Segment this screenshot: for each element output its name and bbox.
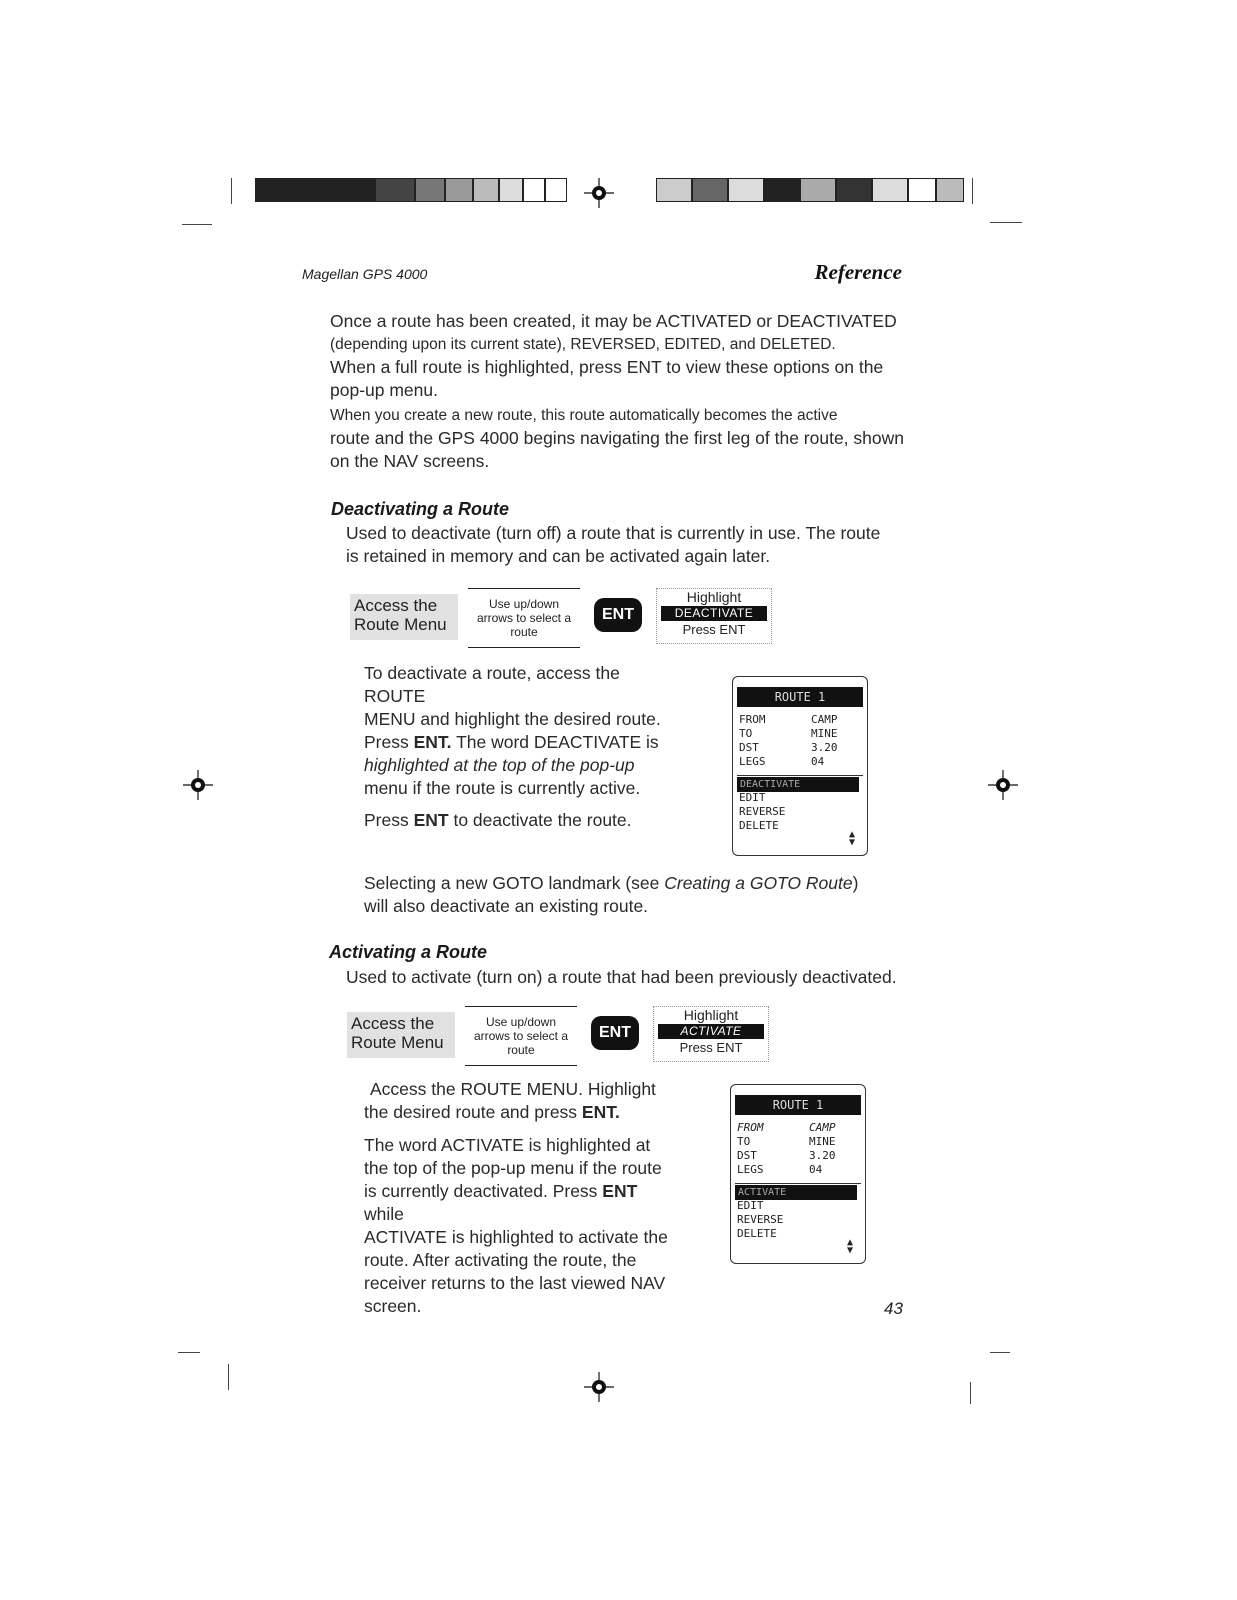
row-label: LEGS [737,1163,764,1176]
text-line: Used to deactivate (turn off) a route that is currently in use. The route [346,523,881,543]
text-line: The word ACTIVATE is highlighted at [364,1135,651,1155]
gps-screen-deactivate [732,676,868,856]
text-run: ENT. [581,1102,620,1122]
text-line: Highlight [686,589,742,605]
deactivate-procedure-diagram [350,588,780,648]
row-value: CAMP [811,713,838,726]
text-line: route [510,625,538,639]
text-line: receiver returns to the last viewed NAV [364,1273,666,1293]
text-line: Used to activate (turn on) a route that had been previously deactivated. [346,967,897,987]
row-label: TO [737,1135,751,1148]
menu-item: EDIT [737,1199,764,1212]
menu-item: REVERSE [737,1213,784,1226]
menu-item: DELETE [737,1227,777,1240]
text-line: Press ENT [682,622,746,637]
row-label: FROM [739,713,766,726]
text-line: To deactivate a route, access the ROUTE [364,663,620,706]
text-run: Selecting a new GOTO landmark (see [364,873,665,893]
text-line: (depending upon its current state), REVERSED, EDITED, and DELETED. [330,336,836,353]
deactivate-note [364,872,924,918]
text-run: is currently deactivated. Press [364,1181,603,1201]
row-label: FROM [737,1121,764,1134]
text-run: The word DEACTIVATE is [451,732,659,752]
running-header-title: Magellan GPS 4000 [302,266,428,282]
text-line [364,809,674,832]
crop-mark [990,1352,1010,1353]
divider [737,775,863,776]
menu-item: REVERSE [739,805,786,818]
route-row [739,727,859,741]
route-row [737,1121,857,1135]
text-line: route [507,1043,535,1057]
text-line: Highlight [683,1007,739,1023]
arrow-down-icon: ▼ [848,837,855,848]
ent-key-icon: ENT [591,1016,639,1050]
popup-menu [739,791,785,833]
text-line: MENU and highlight the desired route. [364,709,661,729]
text-line: Access the ROUTE MENU. Highlight [370,1079,656,1099]
highlighted-menu-item: DEACTIVATE [737,777,859,792]
text-run: Press [364,810,414,830]
screen-title: ROUTE 1 [735,1095,861,1115]
row-label: DST [737,1149,757,1162]
menu-item: EDIT [739,791,766,804]
access-route-menu-step [347,1012,455,1058]
activate-body [364,1078,674,1318]
route-row [739,741,859,755]
intro-paragraph-1 [330,310,910,402]
row-label: TO [739,727,753,740]
scroll-arrows-icon [847,1239,853,1255]
text-line: screen. [364,1296,422,1316]
row-value: 3.20 [809,1149,836,1162]
text-line [364,1101,674,1124]
row-label: LEGS [739,755,766,768]
text-line: highlighted at the top of the pop-up [364,755,635,775]
route-row [739,755,859,769]
crop-mark [231,178,232,204]
select-route-step [465,1006,577,1066]
row-value: CAMP [809,1121,836,1134]
text-line: Use up/down [485,1015,557,1029]
text-line [364,731,674,754]
text-line: Press ENT [679,1040,743,1055]
text-run: Press [364,732,414,752]
text-line: on the NAV screens. [330,451,490,471]
text-line: will also deactivate an existing route. [364,896,649,916]
crop-mark [182,224,212,225]
registration-mark-top-icon [584,178,614,208]
gps-screen-activate [730,1084,866,1264]
row-value: 04 [809,1163,823,1176]
popup-menu [737,1199,783,1241]
text-run: Creating a GOTO Route [664,873,853,893]
running-header-section: Reference [814,260,902,284]
highlighted-option: DEACTIVATE [661,606,767,621]
text-line: Route Menu [354,615,447,634]
crop-mark [970,1382,971,1404]
row-value: 04 [811,755,825,768]
text-line: route. After activating the route, the [364,1250,637,1270]
text-run: ENT [602,1181,638,1201]
route-row [739,713,859,727]
text-line: Once a route has been created, it may be ACTIVATED or DEACTIVATED [330,311,897,331]
text-line [364,1180,674,1226]
row-label: DST [739,741,759,754]
text-run: ENT [413,810,449,830]
row-value: MINE [811,727,838,740]
row-value: 3.20 [811,741,838,754]
text-line: is retained in memory and can be activated again later. [346,546,771,566]
highlight-option-step [656,588,772,644]
text-line: pop-up menu. [330,380,438,400]
ent-key-icon: ENT [594,598,642,632]
section-heading-deactivate: Deactivating a Route [331,499,510,519]
registration-bar-right [656,178,964,202]
route-info [739,713,859,769]
registration-mark-left-icon [183,770,213,800]
text-line: Use up/down [488,597,560,611]
activate-procedure-diagram [347,1006,777,1066]
section-heading-activate: Activating a Route [329,942,488,962]
arrow-up-icon: ▲ [846,1237,853,1248]
crop-mark [972,178,973,204]
text-line: When you create a new route, this route automatically becomes the active [330,407,838,424]
deactivate-body [364,662,674,832]
crop-mark [990,222,1022,223]
route-info [737,1121,857,1177]
arrow-down-icon: ▼ [846,1245,853,1256]
row-value: MINE [809,1135,836,1148]
registration-bar-left [255,178,567,202]
highlighted-menu-item: ACTIVATE [735,1185,857,1200]
crop-mark [228,1364,229,1390]
activate-description [346,966,926,989]
text-line: arrows to select a [473,1029,569,1043]
text-run: to deactivate the route. [448,810,632,830]
text-run: ENT. [413,732,452,752]
text-line [364,872,924,895]
text-run: ) [852,873,859,893]
text-line: menu if the route is currently active. [364,778,641,798]
scroll-arrows-icon [849,831,855,847]
arrow-up-icon: ▲ [848,829,855,840]
route-row [737,1163,857,1177]
page-number: 43 [884,1299,903,1318]
text-line: Access the [354,596,438,615]
screen-title: ROUTE 1 [737,687,863,707]
intro-paragraph-2 [330,404,910,473]
text-run: the desired route and press [364,1102,582,1122]
text-line: arrows to select a [476,611,572,625]
crop-mark [178,1352,200,1353]
text-line: route and the GPS 4000 begins navigating the first leg of the route, shown [330,428,904,448]
deactivate-description [346,522,916,568]
highlight-option-step [653,1006,769,1062]
text-line: ACTIVATE is highlighted to activate the [364,1227,668,1247]
menu-item: DELETE [739,819,779,832]
divider [735,1183,861,1184]
text-line: Access the [351,1014,435,1033]
highlighted-option: ACTIVATE [658,1024,764,1039]
registration-mark-right-icon [988,770,1018,800]
route-row [737,1149,857,1163]
registration-mark-bottom-icon [584,1372,614,1402]
access-route-menu-step [350,594,458,640]
route-row [737,1135,857,1149]
text-line: Route Menu [351,1033,444,1052]
select-route-step [468,588,580,648]
text-run: while [364,1204,404,1224]
text-line: When a full route is highlighted, press ENT to view these options on the [330,357,884,377]
text-line: the top of the pop-up menu if the route [364,1158,662,1178]
